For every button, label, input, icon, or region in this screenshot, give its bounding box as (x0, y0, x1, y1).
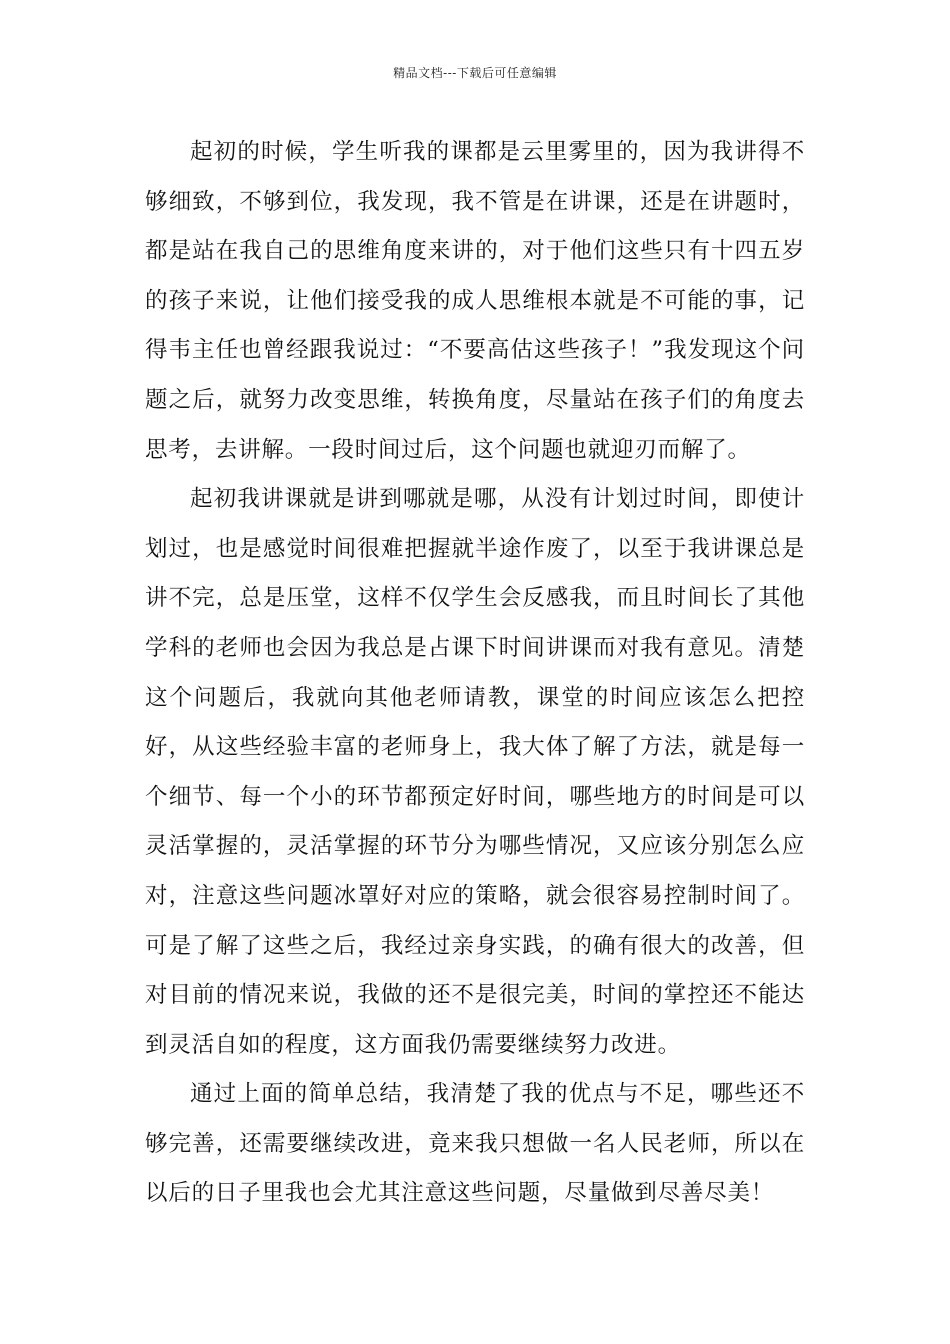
paragraph-1: 起初的时候，学生听我的课都是云里雾里的，因为我讲得不够细致，不够到位，我发现，我不管是在讲课，还是在讲题时，都是站在我自己的思维角度来讲的，对于他们这些只有十四五岁的孩子来说，让他们接受我的成人思维根本就是不可能的事，记得韦主任也曾经跟我说过：“不要高估这些孩子！”我发现这个问题之后，就努力改变思维，转换角度，尽量站在孩子们的角度去思考，去讲解。一段时间过后，这个问题也就迎刃而解了。 (145, 139, 805, 463)
paragraph-2: 起初我讲课就是讲到哪就是哪，从没有计划过时间，即使计划过，也是感觉时间很难把握就半途作废了，以至于我讲课总是讲不完，总是压堂，这样不仅学生会反感我，而且时间长了其他学科的老师也会因为我总是占课下时间讲课而对我有意见。清楚这个问题后，我就向其他老师请教，课堂的时间应该怎么把控好，从这些经验丰富的老师身上，我大体了解了方法，就是每一个细节、每一个小的环节都预定好时间，哪些地方的时间是可以灵活掌握的，灵活掌握的环节分为哪些情况，又应该分别怎么应对，注意这些问题冰罩好对应的策略，就会很容易控制时间了。可是了解了这些之后，我经过亲身实践，的确有很大的改善，但对目前的情况来说，我做的还不是很完美，时间的掌控还不能达到灵活自如的程度，这方面我仍需要继续努力改进。 (145, 486, 805, 1058)
paragraph-3: 通过上面的简单总结，我清楚了我的优点与不足，哪些还不够完善，还需要继续改进，竟来我只想做一名人民老师，所以在以后的日子里我也会尤其注意这些问题，尽量做到尽善尽美！ (145, 1081, 805, 1207)
page-header: 精品文档---下载后可任意编辑 (393, 66, 557, 80)
document-body (145, 128, 805, 1219)
